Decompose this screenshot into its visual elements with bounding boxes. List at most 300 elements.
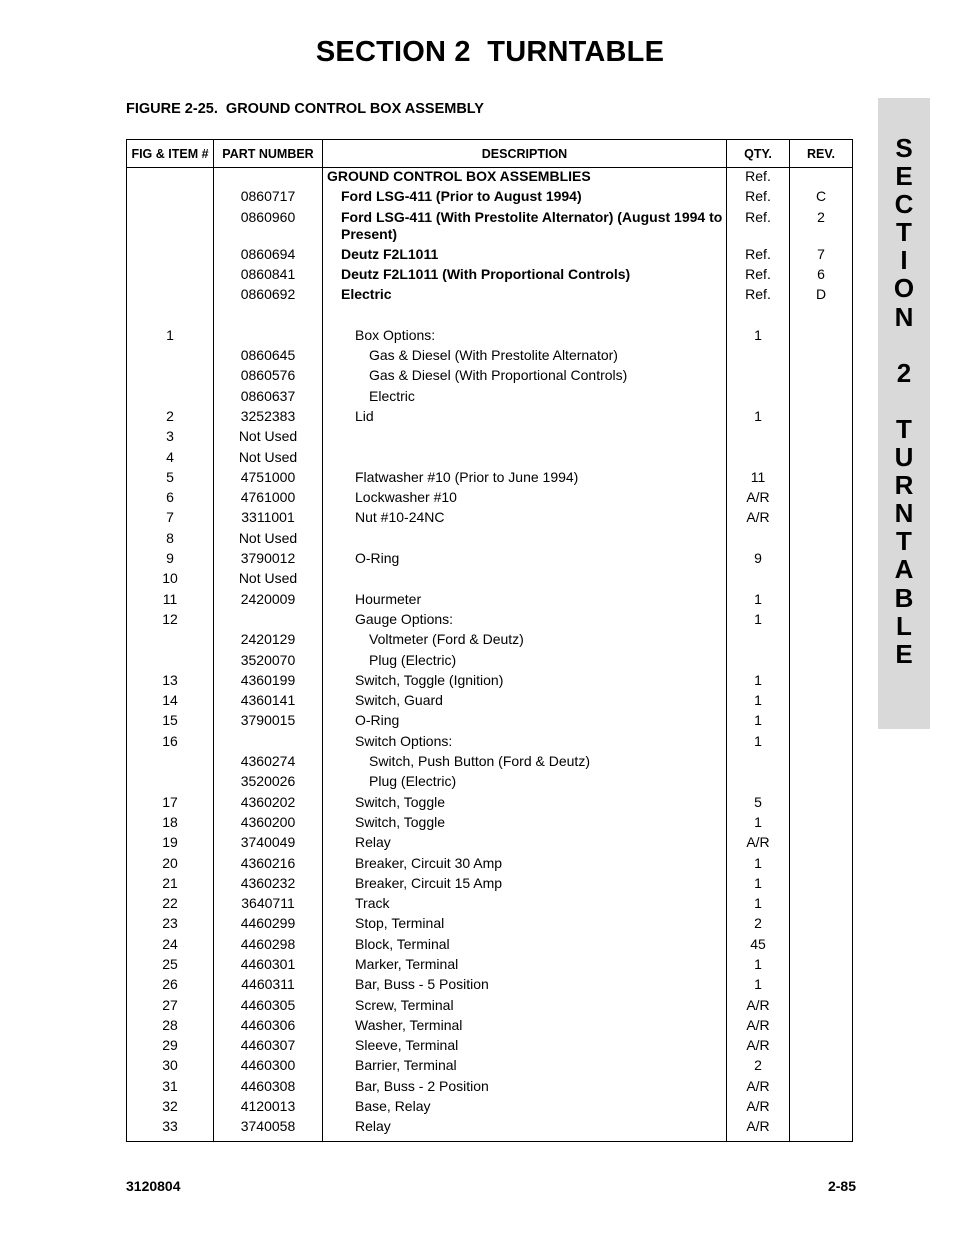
description-cell: Breaker, Circuit 30 Amp: [323, 855, 727, 875]
qty-cell: 1: [727, 814, 790, 834]
description-cell: Flatwasher #10 (Prior to June 1994): [323, 469, 727, 489]
fig-item-cell: 23: [127, 915, 214, 935]
table-row: [127, 408, 853, 428]
table-row: [127, 997, 853, 1017]
description-cell: Ford LSG-411 (Prior to August 1994): [323, 188, 727, 208]
table-row: [127, 509, 853, 529]
qty-cell: [727, 306, 790, 326]
rev-cell: 7: [790, 246, 853, 266]
fig-item-cell: 19: [127, 834, 214, 854]
description-cell: Track: [323, 895, 727, 915]
part-number-cell: 4360202: [214, 794, 323, 814]
description-cell: Lockwasher #10: [323, 489, 727, 509]
description-cell: Base, Relay: [323, 1098, 727, 1118]
fig-item-cell: 30: [127, 1057, 214, 1077]
table-row: [127, 631, 853, 651]
description-cell: Barrier, Terminal: [323, 1057, 727, 1077]
rev-cell: [790, 814, 853, 834]
description-cell: Nut #10-24NC: [323, 509, 727, 529]
table-row: [127, 936, 853, 956]
qty-cell: Ref.: [727, 266, 790, 286]
fig-item-cell: 5: [127, 469, 214, 489]
part-number-cell: 2420129: [214, 631, 323, 651]
part-number-cell: 3520070: [214, 652, 323, 672]
qty-cell: 9: [727, 550, 790, 570]
part-number-cell: 3740058: [214, 1118, 323, 1142]
qty-cell: A/R: [727, 1118, 790, 1142]
part-number-cell: 4360200: [214, 814, 323, 834]
fig-item-cell: 1: [127, 327, 214, 347]
fig-item-cell: 25: [127, 956, 214, 976]
fig-item-cell: 8: [127, 530, 214, 550]
header-description: DESCRIPTION: [323, 140, 727, 168]
table-row: [127, 875, 853, 895]
qty-cell: 45: [727, 936, 790, 956]
table-row: [127, 188, 853, 208]
part-number-cell: 0860841: [214, 266, 323, 286]
rev-cell: [790, 1098, 853, 1118]
rev-cell: [790, 834, 853, 854]
part-number-cell: 3311001: [214, 509, 323, 529]
qty-cell: 1: [727, 976, 790, 996]
table-row: [127, 266, 853, 286]
qty-cell: 1: [727, 408, 790, 428]
description-cell: Ford LSG-411 (With Prestolite Alternator) (August 1994 to Present): [323, 209, 727, 246]
description-cell: Screw, Terminal: [323, 997, 727, 1017]
rev-cell: [790, 956, 853, 976]
fig-item-cell: 20: [127, 855, 214, 875]
description-cell: Switch, Toggle: [323, 794, 727, 814]
description-cell: O-Ring: [323, 550, 727, 570]
rev-cell: [790, 794, 853, 814]
description-cell: Gauge Options:: [323, 611, 727, 631]
description-cell: Lid: [323, 408, 727, 428]
rev-cell: [790, 388, 853, 408]
part-number-cell: 4360141: [214, 692, 323, 712]
fig-item-cell: 3: [127, 428, 214, 448]
description-cell: Box Options:: [323, 327, 727, 347]
part-number-cell: 4751000: [214, 469, 323, 489]
qty-cell: A/R: [727, 509, 790, 529]
qty-cell: [727, 530, 790, 550]
qty-cell: 1: [727, 895, 790, 915]
fig-item-cell: [127, 388, 214, 408]
qty-cell: 1: [727, 591, 790, 611]
qty-cell: [727, 652, 790, 672]
rev-cell: [790, 408, 853, 428]
side-tab-letter: 2: [896, 357, 912, 388]
rev-cell: [790, 428, 853, 448]
description-cell: Switch Options:: [323, 733, 727, 753]
side-tab-letter: I: [900, 245, 908, 276]
description-cell: Sleeve, Terminal: [323, 1037, 727, 1057]
qty-cell: A/R: [727, 1037, 790, 1057]
rev-cell: [790, 712, 853, 732]
rev-cell: [790, 449, 853, 469]
description-cell: Stop, Terminal: [323, 915, 727, 935]
description-cell: Gas & Diesel (With Prestolite Alternator): [323, 347, 727, 367]
description-cell: Washer, Terminal: [323, 1017, 727, 1037]
rev-cell: [790, 895, 853, 915]
table-row: [127, 712, 853, 732]
table-row: [127, 469, 853, 489]
side-tab-letter: C: [894, 189, 914, 220]
side-tab-letter: L: [896, 610, 912, 641]
table-row: [127, 1118, 853, 1142]
qty-cell: 1: [727, 692, 790, 712]
side-tab-letter: E: [895, 161, 913, 192]
rev-cell: [790, 327, 853, 347]
rev-cell: [790, 530, 853, 550]
qty-cell: [727, 347, 790, 367]
rev-cell: 2: [790, 209, 853, 246]
table-row: [127, 388, 853, 408]
fig-item-cell: [127, 306, 214, 326]
part-number-cell: 3740049: [214, 834, 323, 854]
table-row: [127, 956, 853, 976]
table-row: [127, 692, 853, 712]
description-cell: Plug (Electric): [323, 773, 727, 793]
table-row: [127, 611, 853, 631]
description-cell: Block, Terminal: [323, 936, 727, 956]
part-number-cell: 0860694: [214, 246, 323, 266]
fig-item-cell: 2: [127, 408, 214, 428]
fig-item-cell: [127, 266, 214, 286]
qty-cell: 1: [727, 855, 790, 875]
table-row: [127, 428, 853, 448]
parts-table: [126, 139, 853, 1142]
fig-item-cell: 28: [127, 1017, 214, 1037]
part-number-cell: 2420009: [214, 591, 323, 611]
table-row: [127, 1037, 853, 1057]
part-number-cell: 4460305: [214, 997, 323, 1017]
rev-cell: [790, 875, 853, 895]
rev-cell: [790, 936, 853, 956]
table-row: [127, 286, 853, 306]
qty-cell: 2: [727, 1057, 790, 1077]
fig-item-cell: [127, 168, 214, 189]
fig-item-cell: 24: [127, 936, 214, 956]
fig-item-cell: 11: [127, 591, 214, 611]
fig-item-cell: 16: [127, 733, 214, 753]
table-row: [127, 1098, 853, 1118]
part-number-cell: [214, 327, 323, 347]
rev-cell: [790, 1078, 853, 1098]
table-row: [127, 814, 853, 834]
fig-item-cell: 26: [127, 976, 214, 996]
part-number-cell: 4761000: [214, 489, 323, 509]
part-number-cell: 3640711: [214, 895, 323, 915]
parts-table-body: [127, 168, 853, 1142]
rev-cell: [790, 306, 853, 326]
description-cell: Voltmeter (Ford & Deutz): [323, 631, 727, 651]
table-row: [127, 976, 853, 996]
rev-cell: [790, 591, 853, 611]
rev-cell: [790, 168, 853, 189]
part-number-cell: 3252383: [214, 408, 323, 428]
part-number-cell: 4460300: [214, 1057, 323, 1077]
part-number-cell: 4460298: [214, 936, 323, 956]
table-row: [127, 895, 853, 915]
qty-cell: Ref.: [727, 246, 790, 266]
part-number-cell: 4460299: [214, 915, 323, 935]
table-row: [127, 168, 853, 189]
side-tab-letter: T: [896, 217, 912, 248]
fig-item-cell: 22: [127, 895, 214, 915]
part-number-cell: 0860645: [214, 347, 323, 367]
description-cell: Plug (Electric): [323, 652, 727, 672]
part-number-cell: [214, 733, 323, 753]
qty-cell: Ref.: [727, 188, 790, 208]
part-number-cell: 0860576: [214, 367, 323, 387]
side-tab-letter: B: [894, 582, 914, 613]
fig-item-cell: 12: [127, 611, 214, 631]
table-row: [127, 591, 853, 611]
qty-cell: [727, 428, 790, 448]
rev-cell: [790, 733, 853, 753]
fig-item-cell: 9: [127, 550, 214, 570]
description-cell: [323, 530, 727, 550]
table-row: [127, 530, 853, 550]
qty-cell: 1: [727, 672, 790, 692]
description-cell: [323, 570, 727, 590]
side-tab-letter: A: [894, 554, 914, 585]
description-cell: Bar, Buss - 2 Position: [323, 1078, 727, 1098]
description-cell: Deutz F2L1011: [323, 246, 727, 266]
table-row: [127, 672, 853, 692]
fig-item-cell: [127, 188, 214, 208]
part-number-cell: 3790012: [214, 550, 323, 570]
side-tab-letter: N: [894, 498, 914, 529]
part-number-cell: 4360216: [214, 855, 323, 875]
qty-cell: 1: [727, 875, 790, 895]
qty-cell: 11: [727, 469, 790, 489]
side-tab-letter: T: [896, 526, 912, 557]
fig-item-cell: 10: [127, 570, 214, 590]
description-cell: Relay: [323, 834, 727, 854]
qty-cell: 1: [727, 956, 790, 976]
fig-item-cell: [127, 209, 214, 246]
table-row: [127, 347, 853, 367]
header-qty: QTY.: [727, 140, 790, 168]
table-row: [127, 652, 853, 672]
fig-item-cell: 7: [127, 509, 214, 529]
qty-cell: A/R: [727, 997, 790, 1017]
table-row: [127, 449, 853, 469]
table-row: [127, 1017, 853, 1037]
part-number-cell: 3520026: [214, 773, 323, 793]
table-header-row: [127, 140, 853, 168]
qty-cell: [727, 753, 790, 773]
description-cell: [323, 428, 727, 448]
fig-item-cell: 29: [127, 1037, 214, 1057]
qty-cell: Ref.: [727, 168, 790, 189]
rev-cell: [790, 509, 853, 529]
qty-cell: 1: [727, 611, 790, 631]
rev-cell: [790, 611, 853, 631]
description-cell: Switch, Toggle: [323, 814, 727, 834]
part-number-cell: 4120013: [214, 1098, 323, 1118]
qty-cell: A/R: [727, 1098, 790, 1118]
side-tab-letter: U: [894, 442, 914, 473]
part-number-cell: 4460306: [214, 1017, 323, 1037]
rev-cell: [790, 753, 853, 773]
part-number-cell: 4360232: [214, 875, 323, 895]
fig-item-cell: 4: [127, 449, 214, 469]
table-row: [127, 773, 853, 793]
part-number-cell: Not Used: [214, 570, 323, 590]
part-number-cell: 4460308: [214, 1078, 323, 1098]
document-number: 3120804: [126, 1178, 181, 1194]
section-tab-letters: [878, 134, 930, 668]
page-title: SECTION 2 TURNTABLE: [315, 36, 665, 68]
description-cell: Switch, Push Button (Ford & Deutz): [323, 753, 727, 773]
part-number-cell: Not Used: [214, 449, 323, 469]
fig-item-cell: 6: [127, 489, 214, 509]
side-tab-letter: R: [894, 470, 914, 501]
table-row: [127, 489, 853, 509]
rev-cell: [790, 692, 853, 712]
qty-cell: 1: [727, 327, 790, 347]
part-number-cell: 0860960: [214, 209, 323, 246]
fig-item-cell: 21: [127, 875, 214, 895]
description-cell: Switch, Toggle (Ignition): [323, 672, 727, 692]
part-number-cell: Not Used: [214, 530, 323, 550]
qty-cell: [727, 367, 790, 387]
qty-cell: A/R: [727, 834, 790, 854]
part-number-cell: 4460307: [214, 1037, 323, 1057]
fig-item-cell: 15: [127, 712, 214, 732]
side-tab-letter: T: [896, 413, 912, 444]
part-number-cell: [214, 306, 323, 326]
description-cell: GROUND CONTROL BOX ASSEMBLIES: [323, 168, 727, 189]
part-number-cell: 0860717: [214, 188, 323, 208]
rev-cell: [790, 469, 853, 489]
part-number-cell: 3790015: [214, 712, 323, 732]
rev-cell: [790, 347, 853, 367]
description-cell: Breaker, Circuit 15 Amp: [323, 875, 727, 895]
part-number-cell: Not Used: [214, 428, 323, 448]
description-cell: Electric: [323, 286, 727, 306]
rev-cell: [790, 1017, 853, 1037]
rev-cell: [790, 1057, 853, 1077]
qty-cell: [727, 631, 790, 651]
fig-item-cell: 13: [127, 672, 214, 692]
table-row: [127, 915, 853, 935]
qty-cell: Ref.: [727, 286, 790, 306]
rev-cell: [790, 1037, 853, 1057]
fig-item-cell: 14: [127, 692, 214, 712]
rev-cell: C: [790, 188, 853, 208]
table-row: [127, 834, 853, 854]
rev-cell: [790, 672, 853, 692]
table-row: [127, 733, 853, 753]
table-row: [127, 327, 853, 347]
fig-item-cell: [127, 652, 214, 672]
page-number: 2-85: [827, 1178, 856, 1194]
qty-cell: [727, 570, 790, 590]
fig-item-cell: 32: [127, 1098, 214, 1118]
fig-item-cell: [127, 367, 214, 387]
rev-cell: [790, 997, 853, 1017]
qty-cell: A/R: [727, 1017, 790, 1037]
fig-item-cell: [127, 631, 214, 651]
fig-item-cell: 33: [127, 1118, 214, 1142]
description-cell: Switch, Guard: [323, 692, 727, 712]
table-row: [127, 367, 853, 387]
table-row: [127, 1057, 853, 1077]
figure-title: FIGURE 2-25. GROUND CONTROL BOX ASSEMBLY: [126, 101, 484, 117]
description-cell: Hourmeter: [323, 591, 727, 611]
side-tab-letter: N: [894, 301, 914, 332]
header-fig-item: FIG & ITEM #: [127, 140, 214, 168]
fig-item-cell: [127, 753, 214, 773]
section-side-tab: [878, 98, 930, 729]
part-number-cell: [214, 168, 323, 189]
description-cell: Deutz F2L1011 (With Proportional Controls): [323, 266, 727, 286]
qty-cell: A/R: [727, 489, 790, 509]
fig-item-cell: [127, 773, 214, 793]
side-tab-letter: O: [893, 273, 915, 304]
part-number-cell: 4360274: [214, 753, 323, 773]
table-row: [127, 855, 853, 875]
qty-cell: 2: [727, 915, 790, 935]
table-row: [127, 209, 853, 246]
description-cell: Bar, Buss - 5 Position: [323, 976, 727, 996]
table-row: [127, 753, 853, 773]
fig-item-cell: 18: [127, 814, 214, 834]
table-row: [127, 246, 853, 266]
rev-cell: [790, 489, 853, 509]
part-number-cell: 4460301: [214, 956, 323, 976]
rev-cell: 6: [790, 266, 853, 286]
rev-cell: [790, 855, 853, 875]
part-number-cell: [214, 611, 323, 631]
fig-item-cell: 27: [127, 997, 214, 1017]
rev-cell: [790, 570, 853, 590]
qty-cell: [727, 773, 790, 793]
qty-cell: Ref.: [727, 209, 790, 246]
description-cell: Electric: [323, 388, 727, 408]
table-row: [127, 306, 853, 326]
rev-cell: [790, 915, 853, 935]
side-tab-letter: E: [895, 638, 913, 669]
description-cell: Relay: [323, 1118, 727, 1142]
qty-cell: 5: [727, 794, 790, 814]
table-row: [127, 570, 853, 590]
description-cell: Marker, Terminal: [323, 956, 727, 976]
rev-cell: [790, 367, 853, 387]
fig-item-cell: 17: [127, 794, 214, 814]
qty-cell: 1: [727, 733, 790, 753]
table-row: [127, 550, 853, 570]
header-rev: REV.: [790, 140, 853, 168]
rev-cell: [790, 976, 853, 996]
part-number-cell: 4360199: [214, 672, 323, 692]
rev-cell: [790, 631, 853, 651]
side-tab-letter: S: [895, 133, 913, 163]
description-cell: [323, 449, 727, 469]
fig-item-cell: [127, 246, 214, 266]
part-number-cell: 0860637: [214, 388, 323, 408]
rev-cell: [790, 1118, 853, 1142]
qty-cell: A/R: [727, 1078, 790, 1098]
qty-cell: [727, 388, 790, 408]
rev-cell: [790, 652, 853, 672]
rev-cell: [790, 773, 853, 793]
rev-cell: [790, 550, 853, 570]
fig-item-cell: [127, 286, 214, 306]
